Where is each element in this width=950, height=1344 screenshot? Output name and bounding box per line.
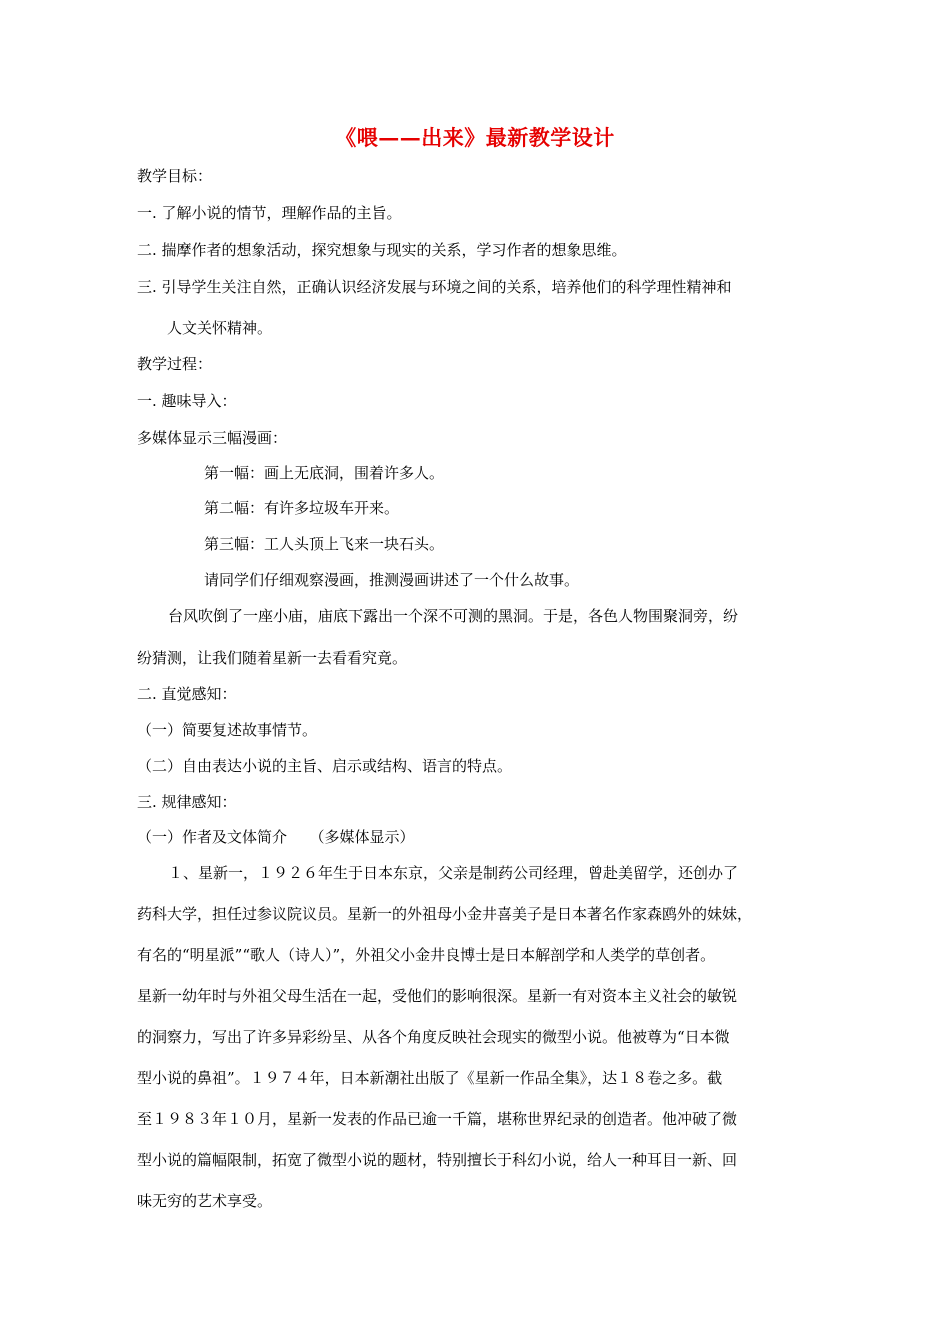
paragraph-line: 星新一幼年时与外祖父母生活在一起，受他们的影响很深。星新一有对资本主义社会的敏锐: [137, 987, 738, 1005]
objective-item-1: 一. 了解小说的情节，理解作品的主旨。: [137, 204, 402, 222]
paragraph-line: 药科大学，担任过参议院议员。星新一的外祖母小金井喜美子是日本著名作家森鸥外的妹妹，: [137, 905, 753, 923]
paragraph-line: 至１９８３年１０月，星新一发表的作品已逾一千篇，堪称世界纪录的创造者。他冲破了微: [137, 1110, 738, 1128]
paragraph-line: 有名的“明星派”“歌人（诗人）”，外祖父小金井良博士是日本解剖学和人类学的草创者。: [137, 946, 716, 964]
paragraph-line: 请同学们仔细观察漫画，推测漫画讲述了一个什么故事。: [204, 571, 580, 589]
list-item: （一）简要复述故事情节。: [137, 721, 318, 739]
paragraph-line: 的洞察力，写出了许多异彩纷呈、从各个角度反映社会现实的微型小说。他被尊为“日本微: [137, 1028, 730, 1046]
paragraph-line: 型小说的篇幅限制，拓宽了微型小说的题材，特别擅长于科幻小说，给人一种耳目一新、回: [137, 1151, 738, 1169]
comic-item-2: 第二幅：有许多垃圾车开来。: [204, 499, 400, 517]
section-heading-objectives: 教学目标：: [137, 167, 213, 185]
list-item: （二）自由表达小说的主旨、启示或结构、语言的特点。: [137, 757, 513, 775]
section-heading-process: 教学过程：: [137, 355, 213, 373]
list-item: （一）作者及文体简介 （多媒体显示）: [137, 828, 415, 846]
comic-item-3: 第三幅：工人头顶上飞来一块石头。: [204, 535, 445, 553]
paragraph-line: １、星新一，１９２６年生于日本东京，父亲是制药公司经理，曾赴美留学，还创办了: [168, 864, 739, 882]
paragraph-line: 味无穷的艺术享受。: [137, 1192, 273, 1210]
objective-item-2: 二. 揣摩作者的想象活动，探究想象与现实的关系，学习作者的想象思维。: [137, 241, 627, 259]
document-title: 《喂——出来》最新教学设计: [335, 125, 615, 150]
paragraph-line: 多媒体显示三幅漫画：: [137, 429, 288, 447]
paragraph-line: 型小说的鼻祖”。１９７４年，日本新潮社出版了《星新一作品全集》，达１８卷之多。截: [137, 1069, 723, 1087]
paragraph-line: 台风吹倒了一座小庙，庙底下露出一个深不可测的黑洞。于是，各色人物围聚洞旁，纷: [168, 607, 739, 625]
step-heading-intro: 一. 趣味导入：: [137, 392, 237, 410]
step-heading-perception: 二. 直觉感知：: [137, 685, 237, 703]
paragraph-line: 纷猜测，让我们随着星新一去看看究竟。: [137, 649, 408, 667]
objective-item-3: 三. 引导学生关注自然，正确认识经济发展与环境之间的关系，培养他们的科学理性精神和: [137, 278, 732, 296]
comic-item-1: 第一幅：画上无底洞，围着许多人。: [204, 464, 445, 482]
objective-item-3-continued: 人文关怀精神。: [167, 319, 273, 337]
step-heading-rules: 三. 规律感知：: [137, 793, 237, 811]
